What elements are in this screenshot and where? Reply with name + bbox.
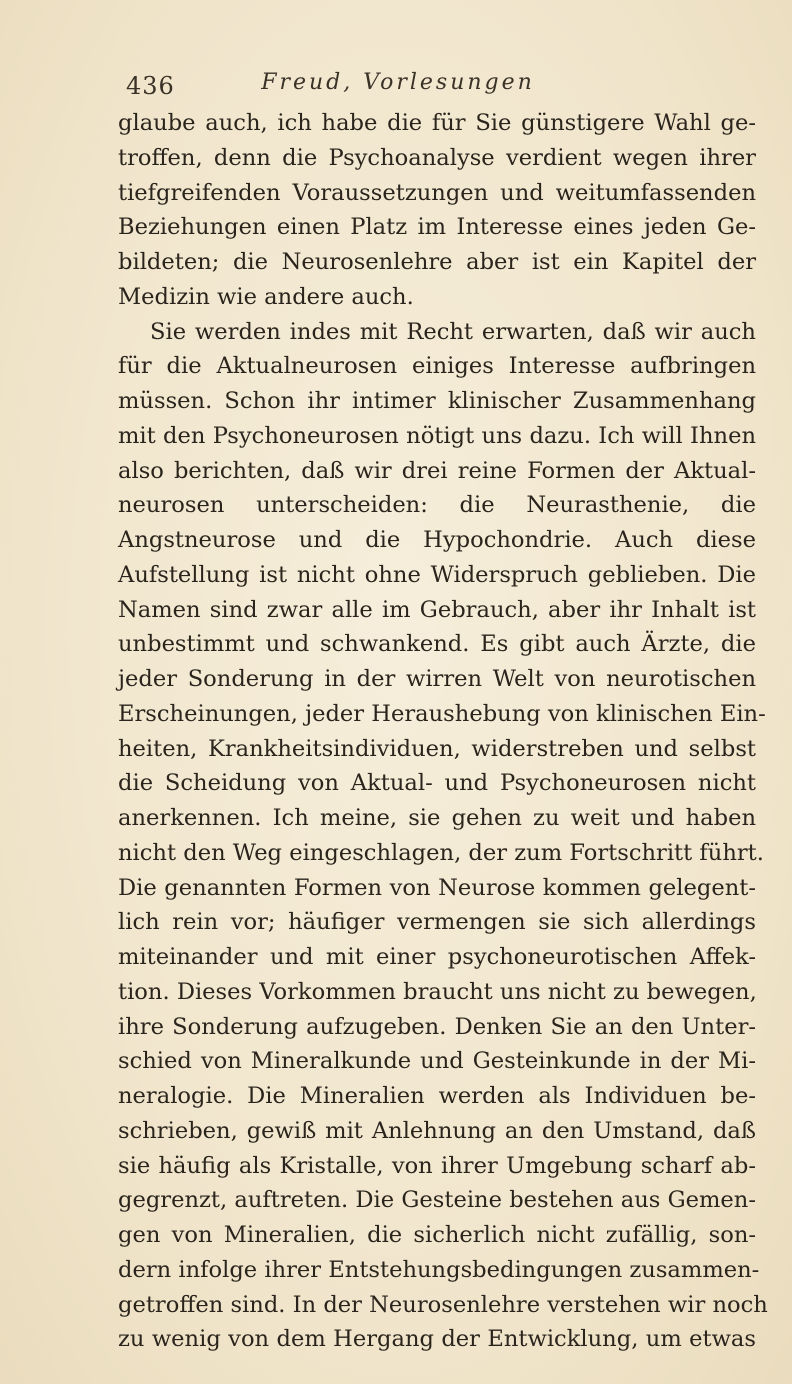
- text-line: troffen, denn die Psychoanalyse verdient wegen ihrer: [118, 144, 756, 171]
- body-text: [118, 106, 768, 1357]
- text-line: Die genannten Formen von Neurose kommen gelegent-: [118, 874, 756, 901]
- text-line: mit den Psychoneurosen nötigt uns dazu. Ich will Ihnen: [118, 422, 756, 449]
- text-line: Medizin wie andere auch.: [118, 283, 414, 310]
- text-line: anerkennen. Ich meine, sie gehen zu weit und haben: [118, 805, 756, 831]
- text-line: schrieben, gewiß mit Anlehnung an den Umstand, daß: [118, 1117, 756, 1144]
- text-line: neurosen unterscheiden: die Neurasthenie, die: [118, 492, 756, 519]
- text-line: unbestimmt und schwankend. Es gibt auch Ärzte, die: [118, 631, 756, 658]
- text-line: neralogie. Die Mineralien werden als Individuen be-: [118, 1083, 756, 1109]
- text-line: dern infolge ihrer Entstehungsbedingungen zusammen-: [118, 1256, 760, 1283]
- text-line: müssen. Schon ihr intimer klinischer Zusammenhang: [118, 388, 756, 414]
- text-line: getroffen sind. In der Neurosenlehre verstehen wir noch: [118, 1291, 768, 1318]
- text-line: jeder Sonderung in der wirren Welt von neurotischen: [118, 666, 756, 692]
- text-line: schied von Mineralkunde und Gesteinkunde in der Mi-: [118, 1048, 756, 1075]
- text-line: gegrenzt, auftreten. Die Gesteine bestehen aus Gemen-: [118, 1187, 756, 1214]
- text-line: Erscheinungen, jeder Heraushebung von klinischen Ein-: [118, 700, 766, 727]
- text-line: Namen sind zwar alle im Gebrauch, aber ihr Inhalt ist: [118, 596, 756, 623]
- text-line: miteinander und mit einer psychoneurotischen Affek-: [118, 944, 756, 970]
- text-line: bildeten; die Neurosenlehre aber ist ein Kapitel der: [118, 249, 756, 275]
- text-line: tion. Dieses Vorkommen braucht uns nicht zu bewegen,: [118, 978, 757, 1005]
- text-line: heiten, Krankheitsindividuen, widerstreben und selbst: [118, 735, 756, 762]
- page-number: 436: [126, 72, 175, 100]
- text-line: lich rein vor; häufiger vermengen sie sich allerdings: [118, 909, 756, 936]
- text-line: sie häufig als Kristalle, von ihrer Umgebung scharf ab-: [118, 1152, 756, 1179]
- text-line: nicht den Weg eingeschlagen, der zum Fortschritt führt.: [118, 839, 764, 866]
- text-line: für die Aktualneurosen einiges Interesse aufbringen: [118, 353, 756, 380]
- text-line: Aufstellung ist nicht ohne Widerspruch geblieben. Die: [118, 561, 756, 588]
- text-line: Beziehungen einen Platz im Interesse eines jeden Ge-: [118, 214, 756, 241]
- text-line: zu wenig von dem Hergang der Entwicklung, um etwas: [118, 1326, 756, 1353]
- text-line: ihre Sonderung aufzugeben. Denken Sie an den Unter-: [118, 1013, 756, 1040]
- text-line: Sie werden indes mit Recht erwarten, daß wir auch: [150, 318, 756, 345]
- text-line: die Scheidung von Aktual- und Psychoneurosen nicht: [118, 770, 756, 797]
- running-title: Freud, Vorlesungen: [261, 70, 535, 95]
- text-line: also berichten, daß wir drei reine Formen der Aktual-: [118, 457, 756, 484]
- page-header: [118, 68, 678, 102]
- text-line: tiefgreifenden Voraussetzungen und weitumfassenden: [118, 179, 756, 206]
- text-line: glaube auch, ich habe die für Sie günstigere Wahl ge-: [118, 110, 756, 136]
- text-line: Angstneurose und die Hypochondrie. Auch diese: [118, 527, 756, 553]
- text-line: gen von Mineralien, die sicherlich nicht zufällig, son-: [118, 1222, 756, 1248]
